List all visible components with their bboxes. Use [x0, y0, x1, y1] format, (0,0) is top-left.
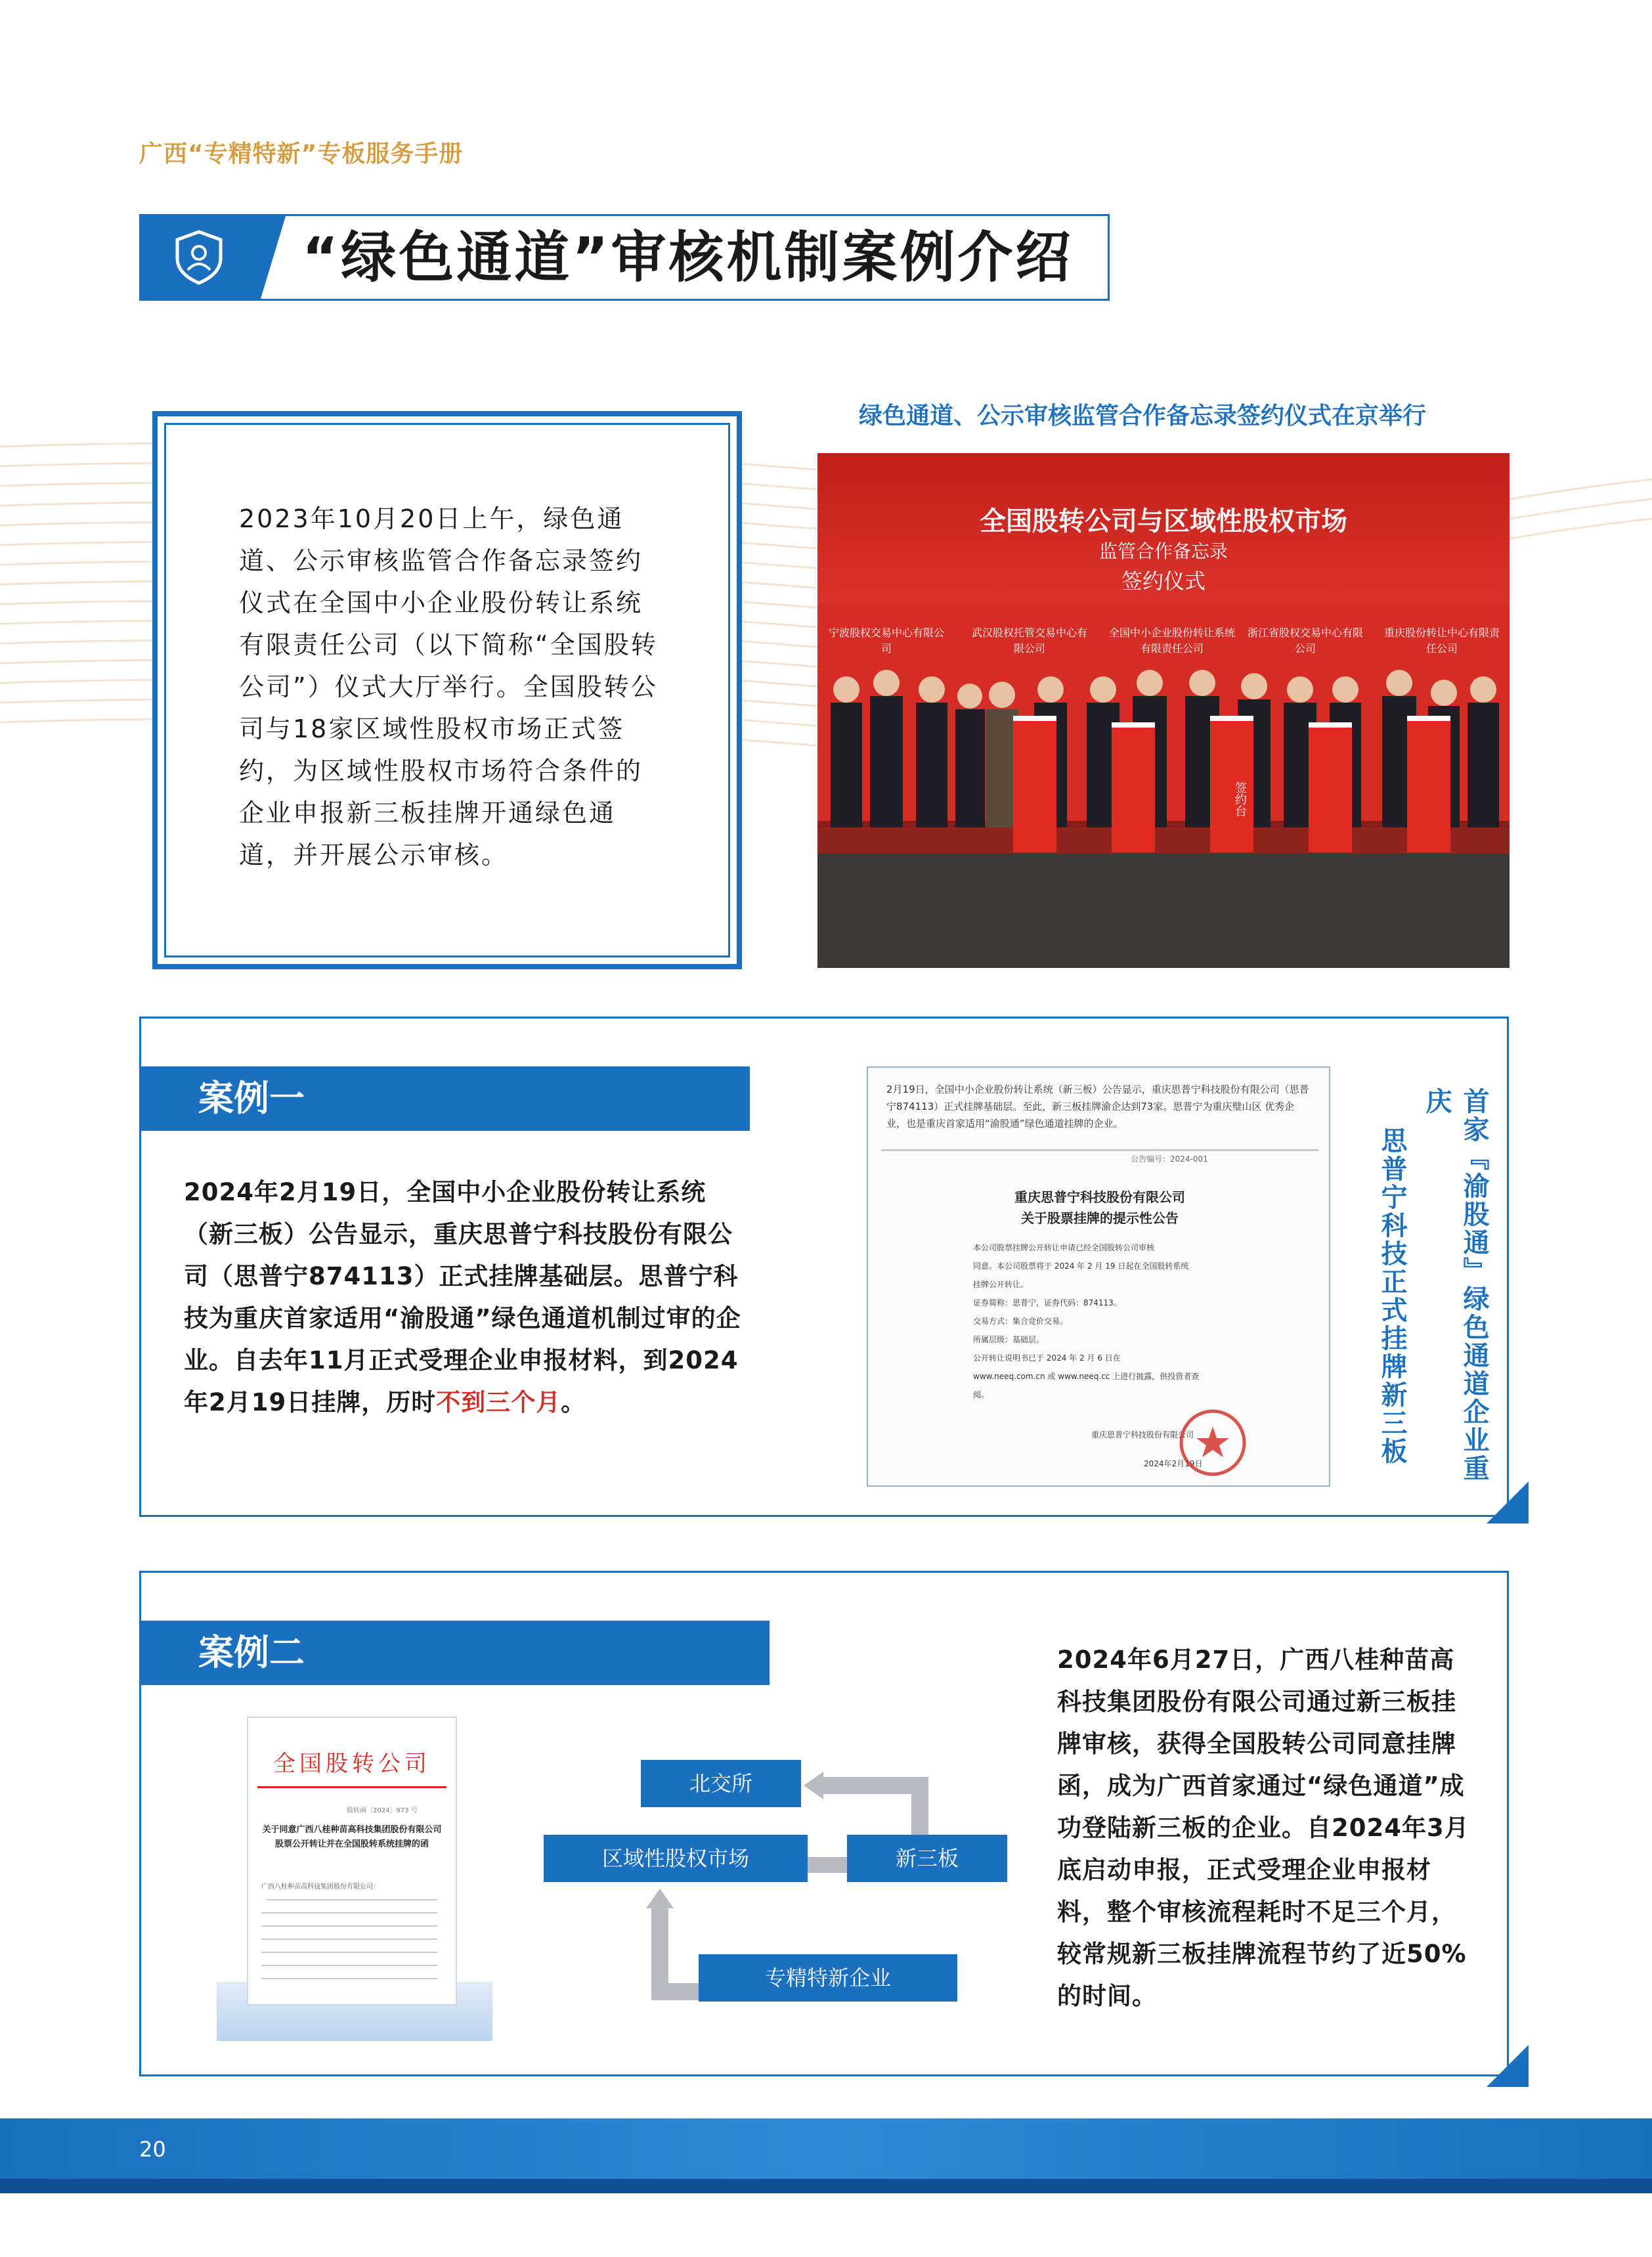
manual-title: 广西“专精特新”专板服务手册 — [139, 141, 464, 167]
case1-doc-body-line: 挂牌公开转让。 — [973, 1280, 1029, 1289]
footer-bar-bottom — [0, 2179, 1652, 2193]
case2-doc-no: 股转函〔2024〕973 号 — [347, 1807, 418, 1814]
org-3: 全国中小企业股份转让系统有限责任公司 — [1108, 626, 1235, 655]
case1-doc-top: 2月19日，全国中小企业股份转让系统（新三板）公告显示，重庆思普宁科技股份有限公司（思普宁874113）正式挂牌基础层。至此，新三板挂牌渝企达到73家。思普宁为重庆璧山区 优秀企业，也是重庆首家适用“渝股通”绿色通道挂牌的企业。 — [886, 1084, 1309, 1129]
case1-doc-body-line: 阅。 — [973, 1390, 989, 1399]
red-seal-icon — [1177, 1407, 1249, 1479]
case1-doc-body-line: 公开转让说明书已于 2024 年 2 月 6 日在 — [973, 1353, 1121, 1363]
case1-doc-body-line: www.neeq.com.cn 或 www.neeq.cc 上进行披露，供投资者查 — [973, 1372, 1200, 1381]
photo-caption: 绿色通道、公示审核监管合作备忘录签约仪式在京举行 — [859, 403, 1427, 429]
case1-vertical-col1: 首家『渝股通』绿色通道企业重庆 — [1422, 1087, 1489, 1483]
org-2: 武汉股权托管交易中心有限公司 — [971, 626, 1087, 655]
case2-doc-head: 全国股转公司 — [273, 1751, 431, 1777]
podium-label: 签约台 — [1233, 781, 1247, 817]
banner-line1: 全国股转公司与区域性股权市场 — [980, 506, 1347, 537]
case1-vertical-col2: 思普宁科技正式挂牌新三板 — [1377, 1127, 1407, 1466]
case1-label: 案例一 — [139, 1066, 750, 1131]
org-4: 浙江省股权交易中心有限公司 — [1247, 626, 1363, 655]
case1-doc-date: 2024年2月19日 — [1144, 1459, 1203, 1468]
case1-doc-title1: 重庆思普宁科技股份有限公司 — [1014, 1189, 1185, 1205]
case2-doc-title: 关于同意广西八桂种苗高科技集团股份有限公司股票公开转让并在全国股转系统挂牌的函 — [262, 1825, 442, 1849]
banner-line3: 签约仪式 — [1121, 569, 1206, 594]
ceremony-photo — [817, 453, 1510, 968]
podium-2 — [1112, 722, 1155, 852]
flow-node-regional: 区域性股权市场 — [544, 1835, 808, 1882]
footer-bar — [0, 2118, 1652, 2179]
flow-node-neeq: 新三板 — [847, 1835, 1007, 1882]
flow-node-sme: 专精特新企业 — [699, 1954, 957, 2002]
case1-doc-title2: 关于股票挂牌的提示性公告 — [1021, 1210, 1179, 1226]
podium-1 — [1013, 716, 1056, 852]
case1-announcement-doc — [867, 1066, 1330, 1487]
case1-doc-body-line: 证券简称：思普宁，证券代码：874113。 — [973, 1298, 1121, 1307]
case1-text — [184, 1172, 752, 1424]
case1-doc-no: 公告编号：2024-001 — [1131, 1154, 1208, 1164]
case2-label: 案例二 — [139, 1621, 770, 1685]
section-title: “绿色通道”审核机制案例介绍 — [302, 225, 1074, 290]
podium-4 — [1309, 722, 1352, 852]
case2-approval-doc — [247, 1717, 457, 2005]
case1-doc-body — [973, 1238, 1249, 1404]
banner-line2: 监管合作备忘录 — [1098, 540, 1228, 562]
page-number: 20 — [139, 2137, 166, 2162]
case1-text-end: 。 — [561, 1388, 586, 1416]
case2-doc-body: 广西八桂种苗高科技集团股份有限公司： — [261, 1883, 380, 1891]
case2-text: 2024年6月27日，广西八桂种苗高科技集团股份有限公司通过新三板挂牌审核，获得全国股转公司同意挂牌函，成为广西首家通过“绿色通道”成功登陆新三板的企业。自2024年3月底启动申报，正式受理企业申报材料，整个审核流程耗时不足三个月，较常规新三板挂牌流程节约了近50%的时间。 — [1057, 1646, 1469, 2010]
case1-doc-sign: 重庆思普宁科技股份有限公司 — [1091, 1430, 1194, 1439]
flow-node-bjs: 北交所 — [641, 1760, 801, 1807]
org-1: 宁波股权交易中心有限公司 — [828, 626, 944, 655]
podium-5 — [1407, 716, 1450, 852]
org-5: 重庆股份转让中心有限责任公司 — [1383, 626, 1500, 655]
case1-text-main: 2024年2月19日，全国中小企业股份转让系统（新三板）公告显示，重庆思普宁科技股份有限公司（思普宁874113）正式挂牌基础层。思普宁科技为重庆首家适用“渝股通”绿色通道机制过审的企业。自去年11月正式受理企业申报材料，到2024年2月19日挂牌，历时 — [184, 1178, 741, 1416]
section-icon-box — [139, 214, 260, 301]
attendees-illustration — [817, 453, 1510, 968]
case1-text-highlight: 不到三个月 — [436, 1388, 561, 1416]
shield-person-icon — [169, 228, 228, 287]
case1-doc-body-line: 本公司股票挂牌公开转让申请已经全国股转公司审核 — [973, 1243, 1155, 1252]
case1-doc-body-line: 所属层级：基础层。 — [973, 1335, 1045, 1344]
case1-doc-body-line: 同意。本公司股票将于 2024 年 2 月 19 日起在全国股转系统 — [973, 1261, 1189, 1271]
case2-corner-accent — [1487, 2045, 1529, 2087]
case1-doc-body-line: 交易方式：集合竞价交易。 — [973, 1317, 1068, 1326]
intro-text: 2023年10月20日上午，绿色通道、公示审核监管合作备忘录签约仪式在全国中小企业股份转让系统有限责任公司（以下简称“全国股转公司”）仪式大厅举行。全国股转公司与18家区域性股权市场正式签约，为区域性股权市场符合条件的企业申报新三板挂牌开通绿色通道，并开展公示审核。 — [239, 504, 658, 869]
